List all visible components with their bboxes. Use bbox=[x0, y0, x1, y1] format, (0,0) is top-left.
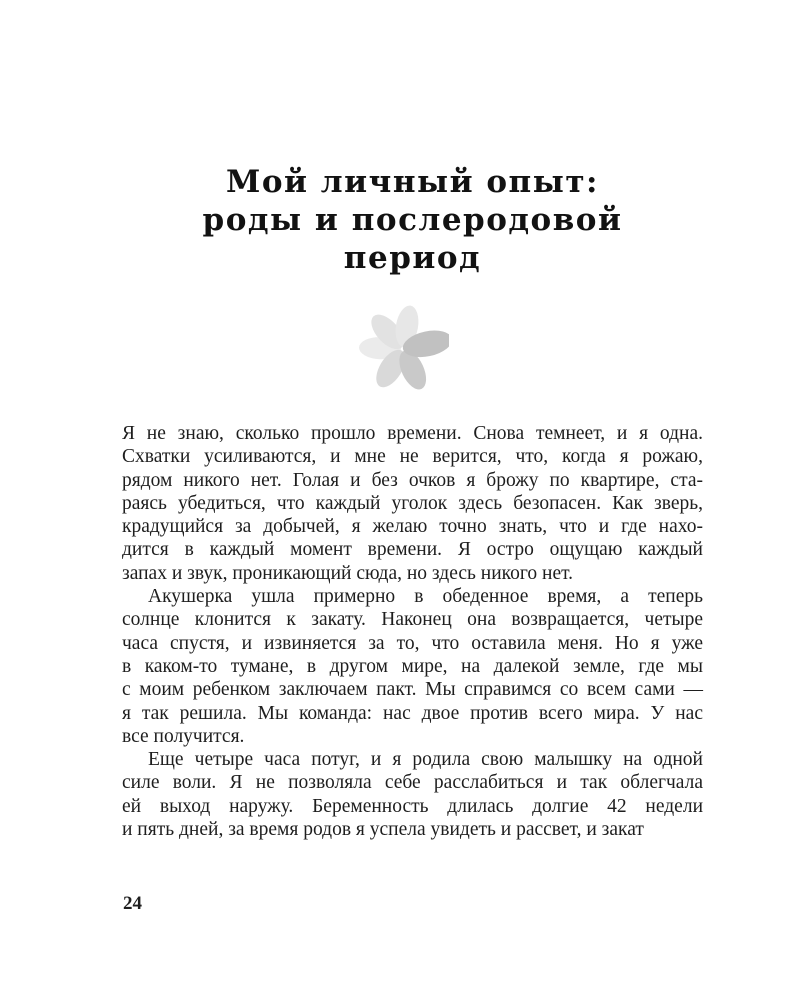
text-line: раясь убедиться, что каждый уголок здесь безопасен. Как зверь, bbox=[122, 492, 703, 514]
chapter-title-line-1: Мой личный опыт: bbox=[226, 164, 599, 200]
body-text bbox=[122, 422, 703, 841]
text-line: ей выход наружу. Беременность длилась долгие 42 недели bbox=[122, 795, 703, 817]
text-line: Схватки усиливаются, и мне не верится, что, когда я рожаю, bbox=[122, 446, 703, 468]
chapter-title bbox=[122, 163, 703, 277]
text-line: все получится. bbox=[122, 725, 245, 747]
text-line: с моим ребенком заключаем пакт. Мы справимся со всем сами — bbox=[122, 679, 703, 701]
flower-ornament-svg bbox=[357, 300, 449, 392]
flower-ornament-icon bbox=[357, 300, 449, 392]
text-line: Я не знаю, сколько прошло времени. Снова темнеет, и я одна. bbox=[122, 423, 703, 444]
text-line: и пять дней, за время родов я успела увидеть и рассвет, и закат bbox=[122, 819, 644, 841]
text-line: рядом никого нет. Голая и без очков я брожу по квартире, ста- bbox=[122, 469, 703, 491]
text-line: в каком-то тумане, в другом мире, на далекой земле, где мы bbox=[122, 655, 703, 677]
text-line: дится в каждый момент времени. Я остро ощущаю каждый bbox=[122, 539, 703, 561]
page-number: 24 bbox=[123, 893, 142, 914]
text-line: Акушерка ушла примерно в обеденное время, а теперь bbox=[148, 586, 703, 608]
text-line: я так решила. Мы команда: нас двое против всего мира. У нас bbox=[122, 702, 703, 724]
chapter-title-line-2: роды и послеродовой bbox=[202, 202, 623, 238]
chapter-title-line-3: период bbox=[343, 240, 482, 276]
text-line: запах и звук, проникающий сюда, но здесь никого нет. bbox=[122, 562, 574, 584]
text-line: солнце клонится к закату. Наконец она возвращается, четыре bbox=[122, 609, 703, 631]
text-line: часа спустя, и извиняется за то, что оставила меня. Но я уже bbox=[122, 632, 703, 654]
text-line: Еще четыре часа потуг, и я родила свою малышку на одной bbox=[148, 749, 703, 771]
text-line: крадущийся за добычей, я желаю точно знать, что и где нахо- bbox=[122, 516, 703, 538]
text-line: силе воли. Я не позволяла себе расслабиться и так облегчала bbox=[122, 772, 703, 794]
